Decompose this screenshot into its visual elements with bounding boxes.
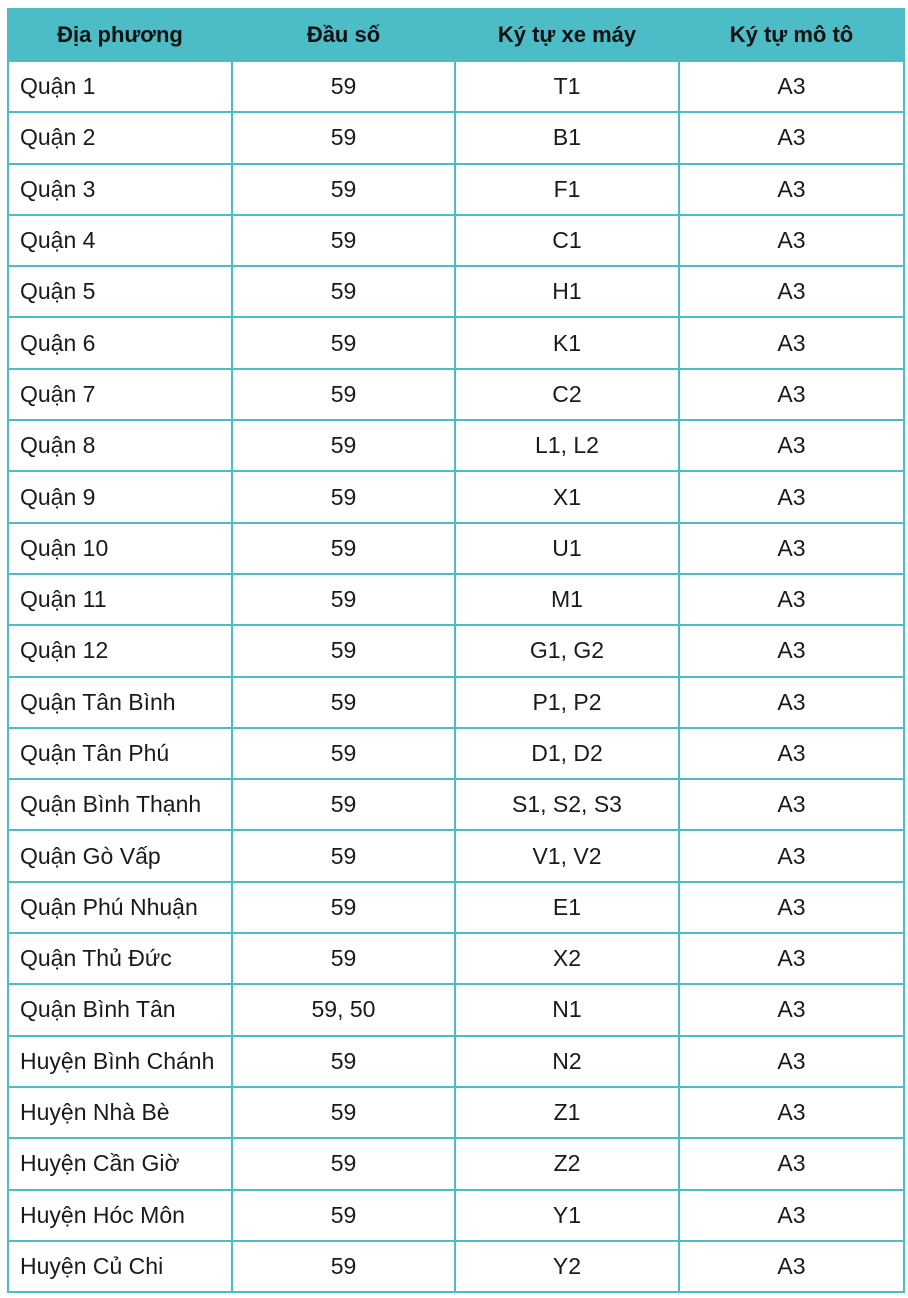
cell-location: Huyện Củ Chi: [8, 1241, 232, 1292]
cell-motorbike-code: V1, V2: [455, 830, 679, 881]
table-row: [8, 779, 904, 830]
cell-motorbike-code: H1: [455, 266, 679, 317]
table-body: [8, 61, 904, 1292]
header-row: [8, 9, 904, 61]
table-row: [8, 882, 904, 933]
table-row: [8, 369, 904, 420]
cell-prefix: 59: [232, 1087, 455, 1138]
cell-location: Quận 2: [8, 112, 232, 163]
cell-motorbike-code: X2: [455, 933, 679, 984]
cell-prefix: 59: [232, 1138, 455, 1189]
cell-prefix: 59: [232, 523, 455, 574]
cell-motorcycle-code: A3: [679, 215, 904, 266]
cell-motorcycle-code: A3: [679, 625, 904, 676]
cell-location: Quận 1: [8, 61, 232, 112]
cell-motorcycle-code: A3: [679, 1190, 904, 1241]
cell-location: Huyện Bình Chánh: [8, 1036, 232, 1087]
table-row: [8, 728, 904, 779]
table-row: [8, 1241, 904, 1292]
table-row: [8, 677, 904, 728]
cell-motorcycle-code: A3: [679, 523, 904, 574]
cell-motorbike-code: N1: [455, 984, 679, 1035]
cell-location: Quận 8: [8, 420, 232, 471]
cell-prefix: 59: [232, 61, 455, 112]
cell-prefix: 59: [232, 215, 455, 266]
cell-location: Quận Tân Phú: [8, 728, 232, 779]
cell-location: Quận 11: [8, 574, 232, 625]
cell-motorbike-code: Z2: [455, 1138, 679, 1189]
license-plate-table: [7, 8, 905, 1293]
table-row: [8, 1036, 904, 1087]
cell-motorbike-code: G1, G2: [455, 625, 679, 676]
table-row: [8, 933, 904, 984]
cell-prefix: 59: [232, 317, 455, 368]
cell-prefix: 59: [232, 112, 455, 163]
cell-location: Huyện Nhà Bè: [8, 1087, 232, 1138]
cell-location: Quận 6: [8, 317, 232, 368]
cell-motorcycle-code: A3: [679, 933, 904, 984]
table-row: [8, 420, 904, 471]
cell-location: Quận 7: [8, 369, 232, 420]
table-row: [8, 215, 904, 266]
cell-prefix: 59: [232, 1241, 455, 1292]
cell-motorcycle-code: A3: [679, 677, 904, 728]
cell-prefix: 59: [232, 677, 455, 728]
cell-prefix: 59: [232, 369, 455, 420]
cell-motorbike-code: K1: [455, 317, 679, 368]
cell-prefix: 59: [232, 1036, 455, 1087]
cell-location: Quận Gò Vấp: [8, 830, 232, 881]
cell-prefix: 59: [232, 574, 455, 625]
cell-motorcycle-code: A3: [679, 984, 904, 1035]
cell-motorbike-code: Z1: [455, 1087, 679, 1138]
cell-motorbike-code: L1, L2: [455, 420, 679, 471]
cell-motorbike-code: C1: [455, 215, 679, 266]
table-row: [8, 1087, 904, 1138]
cell-motorcycle-code: A3: [679, 830, 904, 881]
cell-motorcycle-code: A3: [679, 420, 904, 471]
header-motorcycle-code: Ký tự mô tô: [679, 9, 904, 61]
cell-location: Quận 4: [8, 215, 232, 266]
table-row: [8, 164, 904, 215]
header-location: Địa phương: [8, 9, 232, 61]
table-row: [8, 523, 904, 574]
cell-prefix: 59, 50: [232, 984, 455, 1035]
cell-motorcycle-code: A3: [679, 317, 904, 368]
cell-motorbike-code: C2: [455, 369, 679, 420]
cell-location: Quận 10: [8, 523, 232, 574]
cell-motorbike-code: Y2: [455, 1241, 679, 1292]
table-container: [7, 8, 903, 1293]
table-row: [8, 266, 904, 317]
cell-location: Quận Bình Tân: [8, 984, 232, 1035]
cell-motorbike-code: Y1: [455, 1190, 679, 1241]
cell-motorbike-code: N2: [455, 1036, 679, 1087]
cell-prefix: 59: [232, 1190, 455, 1241]
cell-motorbike-code: M1: [455, 574, 679, 625]
cell-motorcycle-code: A3: [679, 1138, 904, 1189]
table-row: [8, 984, 904, 1035]
cell-motorbike-code: B1: [455, 112, 679, 163]
cell-location: Quận Phú Nhuận: [8, 882, 232, 933]
cell-location: Huyện Hóc Môn: [8, 1190, 232, 1241]
table-row: [8, 471, 904, 522]
cell-motorbike-code: F1: [455, 164, 679, 215]
header-motorbike-code: Ký tự xe máy: [455, 9, 679, 61]
cell-motorbike-code: S1, S2, S3: [455, 779, 679, 830]
cell-prefix: 59: [232, 882, 455, 933]
table-row: [8, 1138, 904, 1189]
cell-motorcycle-code: A3: [679, 882, 904, 933]
table-header: [8, 9, 904, 61]
table-row: [8, 625, 904, 676]
cell-prefix: 59: [232, 933, 455, 984]
cell-location: Quận 12: [8, 625, 232, 676]
cell-prefix: 59: [232, 164, 455, 215]
cell-motorcycle-code: A3: [679, 779, 904, 830]
cell-motorbike-code: T1: [455, 61, 679, 112]
cell-prefix: 59: [232, 728, 455, 779]
table-row: [8, 574, 904, 625]
cell-motorcycle-code: A3: [679, 266, 904, 317]
table-row: [8, 317, 904, 368]
table-row: [8, 61, 904, 112]
cell-prefix: 59: [232, 625, 455, 676]
cell-motorbike-code: X1: [455, 471, 679, 522]
cell-location: Quận Tân Bình: [8, 677, 232, 728]
table-row: [8, 1190, 904, 1241]
cell-motorcycle-code: A3: [679, 728, 904, 779]
cell-motorcycle-code: A3: [679, 164, 904, 215]
cell-motorcycle-code: A3: [679, 574, 904, 625]
cell-location: Huyện Cần Giờ: [8, 1138, 232, 1189]
cell-location: Quận Thủ Đức: [8, 933, 232, 984]
cell-motorcycle-code: A3: [679, 1036, 904, 1087]
cell-motorcycle-code: A3: [679, 1087, 904, 1138]
cell-prefix: 59: [232, 266, 455, 317]
cell-motorcycle-code: A3: [679, 369, 904, 420]
cell-motorcycle-code: A3: [679, 112, 904, 163]
header-prefix: Đầu số: [232, 9, 455, 61]
cell-motorbike-code: P1, P2: [455, 677, 679, 728]
cell-motorcycle-code: A3: [679, 1241, 904, 1292]
cell-motorbike-code: E1: [455, 882, 679, 933]
cell-prefix: 59: [232, 471, 455, 522]
cell-motorcycle-code: A3: [679, 471, 904, 522]
cell-prefix: 59: [232, 779, 455, 830]
cell-motorcycle-code: A3: [679, 61, 904, 112]
cell-prefix: 59: [232, 420, 455, 471]
cell-motorbike-code: D1, D2: [455, 728, 679, 779]
cell-location: Quận 3: [8, 164, 232, 215]
cell-prefix: 59: [232, 830, 455, 881]
cell-location: Quận 9: [8, 471, 232, 522]
table-row: [8, 830, 904, 881]
table-row: [8, 112, 904, 163]
cell-location: Quận 5: [8, 266, 232, 317]
cell-motorbike-code: U1: [455, 523, 679, 574]
cell-location: Quận Bình Thạnh: [8, 779, 232, 830]
